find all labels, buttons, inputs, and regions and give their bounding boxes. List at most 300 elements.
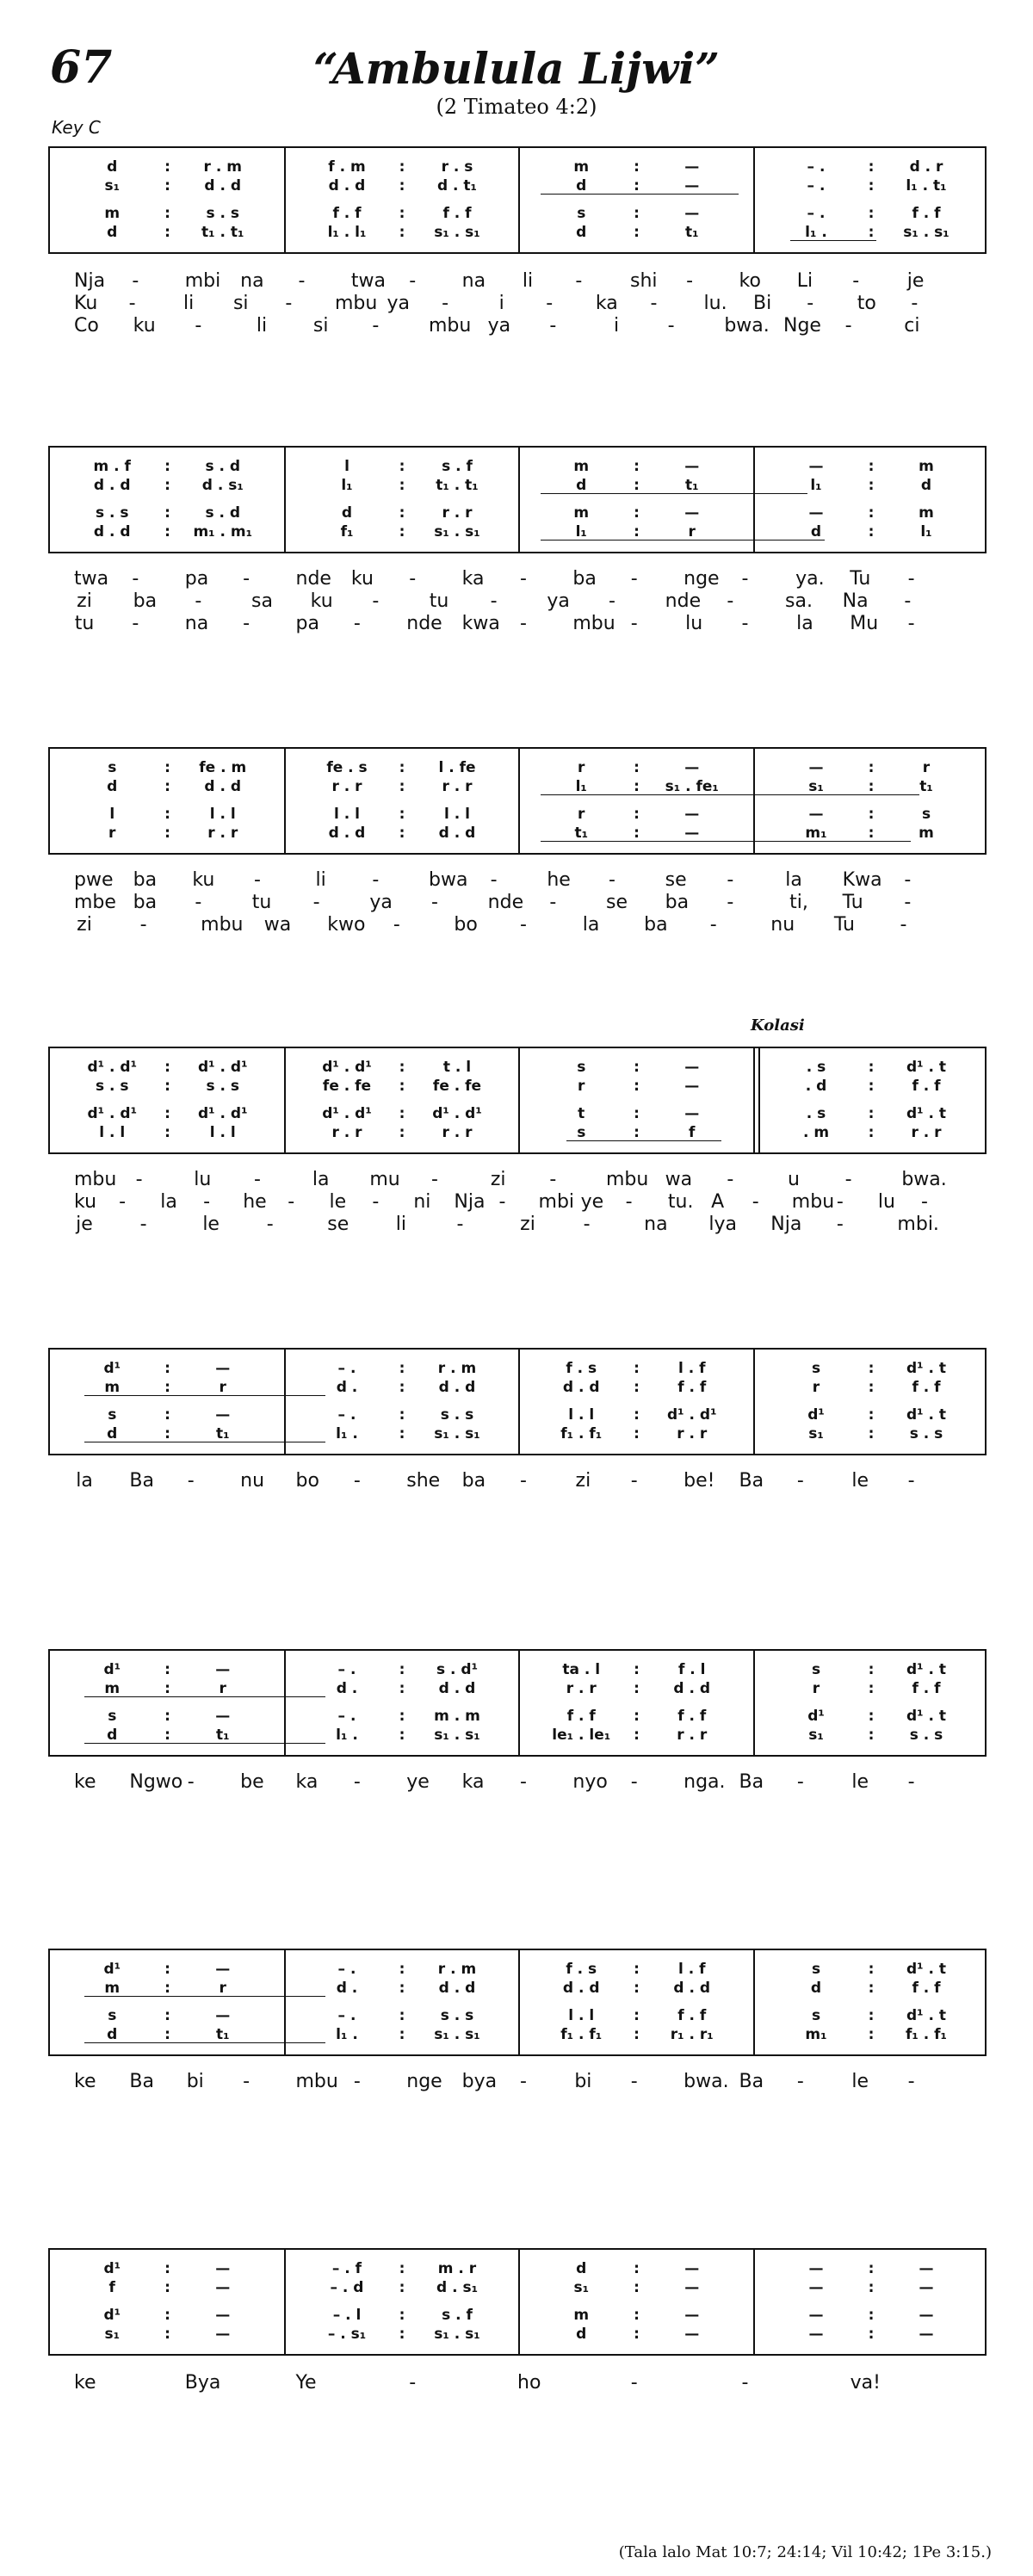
lyric-syllable: na [184, 613, 209, 634]
slur-line [84, 1395, 325, 1396]
beat-separator: : [164, 759, 170, 776]
beat-separator: : [164, 1059, 170, 1076]
lyric-line [48, 568, 987, 592]
beat-notes: r [812, 1379, 820, 1396]
beat-notes: f . f [442, 205, 472, 222]
lyric-syllable: si [312, 315, 329, 337]
beat-notes: r [578, 806, 585, 823]
lyric-syllable: Nge [783, 315, 821, 337]
lyric-syllable: A [711, 1191, 725, 1213]
slur-line [541, 194, 739, 195]
beat-notes: r . m [203, 158, 242, 176]
beat-notes: l . f [677, 1360, 706, 1377]
beat-notes: r . r [442, 778, 473, 795]
beat-notes: f . l [677, 1661, 706, 1678]
beat-notes: s₁ . s₁ [434, 2026, 480, 2043]
lyric-syllable: bo [295, 1470, 319, 1492]
lyric-line [48, 590, 987, 615]
beat-notes: d¹ . d¹ [432, 1105, 482, 1122]
beat-separator: : [399, 2307, 405, 2324]
beat-notes: d¹ . t [906, 1360, 947, 1377]
beat-notes: – . l [332, 2307, 362, 2324]
lyric-syllable: ci [904, 315, 920, 337]
beat-separator: : [164, 523, 170, 541]
lyric-syllable: le [329, 1191, 347, 1213]
beat-notes: d . d [93, 477, 131, 494]
lyric-hyphen: - [836, 1214, 844, 1235]
beat-notes: — [215, 1360, 231, 1377]
lyric-syllable: ba [461, 1470, 486, 1492]
beat-notes: — [684, 2279, 700, 2296]
lyric-hyphen: - [132, 568, 139, 590]
staff-system [48, 1348, 987, 1455]
lyric-hyphen: - [195, 590, 202, 612]
lyric-syllable: Ba [129, 1470, 154, 1492]
lyric-syllable: nde [487, 892, 524, 913]
lyric-syllable: lya [708, 1214, 738, 1235]
beat-notes: – . d [330, 2279, 364, 2296]
beat-notes: r . r [566, 1680, 597, 1697]
lyric-hyphen: - [203, 1191, 211, 1213]
beat-separator: : [634, 1661, 640, 1678]
lyric-hyphen: - [139, 914, 147, 936]
beat-notes: m [919, 504, 934, 522]
lyric-syllable: mbu [201, 914, 244, 936]
voice-row [50, 759, 985, 776]
lyric-hyphen: - [409, 270, 417, 292]
beat-separator: : [634, 778, 640, 795]
lyric-hyphen: - [546, 293, 554, 314]
lyric-syllable: mbu [791, 1191, 835, 1213]
beat-notes: f₁ [340, 523, 354, 541]
beat-separator: : [634, 2307, 640, 2324]
lyric-hyphen: - [372, 869, 380, 891]
beat-separator: : [868, 2026, 875, 2043]
beat-separator: : [634, 477, 640, 494]
beat-separator: : [634, 1105, 640, 1122]
lyric-hyphen: - [298, 270, 306, 292]
beat-notes: m [573, 458, 590, 475]
voice-row [50, 1078, 985, 1095]
beat-notes: r [219, 1680, 226, 1697]
lyric-hyphen: - [807, 293, 814, 314]
beat-notes: — [684, 177, 700, 195]
lyric-hyphen: - [456, 1214, 464, 1235]
lyric-syllable: ya [487, 315, 511, 337]
beat-notes: d [107, 2026, 118, 2043]
beat-separator: : [634, 759, 640, 776]
lyric-syllable: mbi [184, 270, 221, 292]
beat-notes: d . d [438, 1680, 476, 1697]
beat-separator: : [868, 458, 875, 475]
lyric-line [48, 315, 987, 339]
beat-separator: : [634, 806, 640, 823]
beat-notes: s₁ . s₁ [434, 1727, 480, 1744]
beat-notes: d [107, 1425, 118, 1442]
beat-notes: l . l [334, 806, 360, 823]
beat-notes: . s [806, 1059, 826, 1076]
beat-separator: : [164, 177, 170, 195]
voice-row [50, 2026, 985, 2043]
beat-separator: : [868, 1727, 875, 1744]
beat-notes: r . r [442, 504, 473, 522]
lyric-syllable: Na [842, 590, 869, 612]
beat-separator: : [868, 523, 875, 541]
beat-notes: — [215, 1708, 231, 1725]
lyric-syllable: ti, [789, 892, 808, 913]
lyric-syllable: tu. [667, 1191, 694, 1213]
beat-separator: : [868, 1059, 875, 1076]
beat-notes: fe . fe [432, 1078, 482, 1095]
beat-notes: m [919, 458, 934, 475]
lyric-syllable: she [406, 1470, 441, 1492]
beat-notes: t₁ [215, 1425, 230, 1442]
beat-notes: s . d¹ [436, 1661, 479, 1678]
beat-notes: — [215, 1406, 231, 1424]
beat-separator: : [164, 224, 170, 241]
chorus-marker: Kolasi [751, 1016, 805, 1035]
beat-separator: : [399, 1124, 405, 1141]
beat-separator: : [634, 2326, 640, 2343]
beat-separator: : [399, 1379, 405, 1396]
beat-separator: : [868, 759, 875, 776]
lyric-hyphen: - [520, 568, 527, 590]
lyric-syllable: bwa. [724, 315, 770, 337]
beat-separator: : [164, 1708, 170, 1725]
beat-notes: t₁ [215, 1727, 230, 1744]
beat-separator: : [634, 1708, 640, 1725]
lyric-syllable: li [183, 293, 195, 314]
beat-notes: fe . s [326, 759, 368, 776]
lyric-hyphen: - [288, 1191, 295, 1213]
beat-notes: r [578, 759, 585, 776]
lyric-hyphen: - [727, 1169, 734, 1190]
lyric-hyphen: - [630, 2071, 638, 2092]
lyric-syllable: si [232, 293, 249, 314]
lyric-syllable: mbu [572, 613, 615, 634]
lyric-syllable: ka [461, 568, 485, 590]
beat-notes: s₁ [808, 1425, 824, 1442]
voice-row [50, 1980, 985, 1997]
beat-separator: : [868, 504, 875, 522]
beat-separator: : [634, 1379, 640, 1396]
beat-notes: d [920, 477, 932, 494]
lyric-hyphen: - [630, 613, 638, 634]
beat-notes: s . d [205, 458, 241, 475]
lyric-syllable: bwa. [901, 1169, 947, 1190]
lyric-hyphen: - [520, 613, 527, 634]
voice-row [50, 2007, 985, 2024]
beat-notes: l₁ . [805, 224, 827, 241]
lyric-syllable: lu [194, 1169, 212, 1190]
beat-notes: s [108, 1708, 117, 1725]
staff-system [48, 1949, 987, 2056]
beat-separator: : [868, 177, 875, 195]
lyric-hyphen: - [625, 1191, 633, 1213]
beat-notes: r [812, 1680, 820, 1697]
lyric-syllable: mu [369, 1169, 400, 1190]
lyric-syllable: bo [454, 914, 478, 936]
beat-notes: f . f [912, 1680, 941, 1697]
beat-separator: : [868, 2260, 875, 2277]
beat-notes: f . s [566, 1961, 597, 1978]
beat-notes: d¹ . t [906, 1661, 947, 1678]
beat-notes: — [684, 1059, 700, 1076]
lyric-syllable: nde [295, 568, 331, 590]
beat-notes: — [215, 2279, 231, 2296]
beat-notes: — [919, 2279, 934, 2296]
beat-notes: d . d [438, 825, 476, 842]
beat-separator: : [399, 1961, 405, 1978]
lyric-hyphen: - [904, 869, 912, 891]
lyric-syllable: bi [574, 2071, 592, 2092]
beat-notes: f [108, 2279, 115, 2296]
beat-notes: f₁ . f₁ [560, 1425, 603, 1442]
lyric-syllable: bya [461, 2071, 498, 2092]
voice-row [50, 1680, 985, 1697]
beat-notes: fe . m [199, 759, 247, 776]
lyric-hyphen: - [904, 892, 912, 913]
lyric-hyphen: - [353, 1470, 361, 1492]
lyric-syllable: wa [665, 1169, 693, 1190]
voice-row [50, 2307, 985, 2324]
beat-separator: : [164, 1425, 170, 1442]
lyric-syllable: ya [547, 590, 570, 612]
voice-row [50, 477, 985, 494]
beat-separator: : [164, 504, 170, 522]
beat-notes: m [104, 1980, 121, 1997]
beat-notes: t₁ . t₁ [436, 477, 479, 494]
beat-notes: r [922, 759, 931, 776]
beat-separator: : [868, 224, 875, 241]
voice-row [50, 1406, 985, 1424]
lyric-syllable: li [522, 270, 534, 292]
beat-notes: – . f [331, 2260, 362, 2277]
beat-separator: : [868, 1961, 875, 1978]
beat-separator: : [164, 2026, 170, 2043]
beat-separator: : [634, 224, 640, 241]
lyric-syllable: nu [240, 1470, 265, 1492]
beat-notes: d [576, 2260, 587, 2277]
beat-notes: f . f [677, 1379, 707, 1396]
beat-separator: : [634, 2026, 640, 2043]
lyric-syllable: Li [796, 270, 813, 292]
beat-notes: r [219, 1379, 226, 1396]
lyric-line [48, 1470, 987, 1494]
lyric-hyphen: - [393, 914, 400, 936]
beat-separator: : [399, 2279, 405, 2296]
beat-notes: d [810, 523, 822, 541]
lyric-syllable: nga. [684, 1771, 726, 1793]
beat-separator: : [634, 1680, 640, 1697]
lyric-hyphen: - [741, 2372, 749, 2394]
lyric-hyphen: - [549, 892, 557, 913]
beat-notes: r . s [441, 158, 473, 176]
beat-separator: : [164, 2260, 170, 2277]
beat-notes: d [107, 224, 118, 241]
beat-notes: d . d [204, 177, 242, 195]
lyric-hyphen: - [549, 1169, 557, 1190]
lyric-hyphen: - [907, 2071, 915, 2092]
lyric-hyphen: - [372, 1191, 380, 1213]
lyric-syllable: li [256, 315, 268, 337]
beat-separator: : [634, 2007, 640, 2024]
beat-notes: s . s [95, 504, 129, 522]
beat-notes: d¹ [103, 1661, 121, 1678]
beat-notes: l₁ . t₁ [906, 177, 947, 195]
slur-line [541, 493, 807, 494]
beat-notes: s . s [206, 205, 240, 222]
beat-separator: : [399, 778, 405, 795]
beat-notes: s₁ [573, 2279, 590, 2296]
lyric-hyphen: - [266, 1214, 274, 1235]
lyric-syllable: la [582, 914, 600, 936]
lyric-syllable: ke [74, 2372, 96, 2394]
lyric-syllable: kwo [327, 914, 366, 936]
beat-separator: : [164, 1124, 170, 1141]
lyric-syllable: Ba [739, 1771, 764, 1793]
lyric-syllable: kwa [461, 613, 500, 634]
lyric-syllable: Nja [770, 1214, 802, 1235]
lyric-hyphen: - [907, 1771, 915, 1793]
lyric-hyphen: - [796, 1470, 804, 1492]
beat-separator: : [399, 2026, 405, 2043]
beat-separator: : [868, 778, 875, 795]
lyric-hyphen: - [686, 270, 694, 292]
beat-separator: : [399, 1980, 405, 1997]
beat-separator: : [868, 205, 875, 222]
beat-separator: : [164, 1105, 170, 1122]
slur-line [84, 1996, 325, 1997]
key-signature: Key C [52, 117, 101, 138]
beat-separator: : [164, 1360, 170, 1377]
beat-notes: s₁ . s₁ [434, 2326, 480, 2343]
lyric-syllable: tu [429, 590, 449, 612]
lyric-hyphen: - [431, 892, 438, 913]
beat-notes: d¹ [103, 2307, 121, 2324]
song-number: 67 [50, 41, 113, 94]
beat-notes: — [919, 2260, 934, 2277]
beat-notes: f . f [677, 2007, 707, 2024]
beat-notes: f . f [677, 1708, 707, 1725]
beat-separator: : [868, 1980, 875, 1997]
beat-notes: d¹ . t [906, 1708, 947, 1725]
beat-notes: f . f [912, 1379, 941, 1396]
beat-separator: : [399, 1680, 405, 1697]
beat-notes: — [684, 825, 700, 842]
beat-notes: m [104, 1680, 121, 1697]
beat-separator: : [399, 806, 405, 823]
beat-notes: l₁ . [336, 1727, 358, 1744]
beat-separator: : [399, 504, 405, 522]
lyric-syllable: zi [77, 590, 92, 612]
beat-notes: l₁ [575, 523, 587, 541]
beat-notes: t₁ [919, 778, 933, 795]
beat-separator: : [399, 1727, 405, 1744]
lyric-syllable: Ba [739, 2071, 764, 2092]
slur-line [566, 1140, 721, 1141]
lyric-hyphen: - [727, 892, 734, 913]
lyric-hyphen: - [752, 1191, 759, 1213]
beat-separator: : [868, 1708, 875, 1725]
beat-notes: — [684, 1105, 700, 1122]
lyric-syllable: ko [739, 270, 761, 292]
beat-notes: — [808, 504, 824, 522]
voice-row [50, 825, 985, 842]
lyric-syllable: he [547, 869, 571, 891]
beat-notes: d . d [328, 825, 366, 842]
beat-separator: : [164, 1379, 170, 1396]
beat-notes: t . l [442, 1059, 472, 1076]
lyric-syllable: la [785, 869, 802, 891]
beat-separator: : [868, 1078, 875, 1095]
beat-notes: m₁ [805, 825, 827, 842]
lyric-syllable: se [327, 1214, 349, 1235]
voice-row [50, 1105, 985, 1122]
lyric-syllable: le [851, 1771, 869, 1793]
beat-notes: d . d [204, 778, 242, 795]
lyric-hyphen: - [727, 869, 734, 891]
beat-notes: . s [806, 1105, 826, 1122]
beat-separator: : [164, 158, 170, 176]
beat-notes: l₁ . [336, 2026, 358, 2043]
slur-line [541, 540, 825, 541]
lyric-syllable: nde [406, 613, 442, 634]
beat-separator: : [164, 1980, 170, 1997]
beat-separator: : [399, 1425, 405, 1442]
beat-notes: l . l [209, 806, 236, 823]
lyric-syllable: ba [665, 892, 690, 913]
beat-notes: r [219, 1980, 226, 1997]
lyric-syllable: ya [369, 892, 393, 913]
beat-notes: d . d [328, 177, 366, 195]
beat-notes: – . [807, 158, 826, 176]
lyric-hyphen: - [844, 1169, 852, 1190]
lyric-hyphen: - [139, 1214, 147, 1235]
beat-notes: d¹ . d¹ [87, 1059, 138, 1076]
beat-notes: r . r [677, 1425, 708, 1442]
beat-notes: d¹ . d¹ [87, 1105, 138, 1122]
beat-separator: : [634, 158, 640, 176]
beat-separator: : [634, 458, 640, 475]
beat-notes: l . l [209, 1124, 236, 1141]
lyric-hyphen: - [353, 1771, 361, 1793]
beat-notes: d . d [562, 1379, 600, 1396]
beat-separator: : [164, 205, 170, 222]
footer-references: (Tala lalo Mat 10:7; 24:14; Vil 10:42; 1Pe 3:15.) [618, 2543, 992, 2561]
beat-notes: d¹ [807, 1708, 825, 1725]
beat-separator: : [868, 2307, 875, 2324]
beat-separator: : [634, 1406, 640, 1424]
lyric-syllable: je [906, 270, 925, 292]
lyric-syllable: na [644, 1214, 668, 1235]
beat-notes: r . m [437, 1961, 477, 1978]
voice-row [50, 1708, 985, 1725]
beat-separator: : [399, 2007, 405, 2024]
beat-notes: d [576, 477, 587, 494]
lyric-syllable: mbu [429, 315, 472, 337]
lyric-hyphen: - [609, 869, 615, 891]
voice-row [50, 778, 985, 795]
beat-separator: : [868, 1680, 875, 1697]
lyric-line [48, 1169, 987, 1193]
beat-notes: – . [337, 1961, 356, 1978]
lyric-hyphen: - [128, 293, 136, 314]
lyric-syllable: mbu [74, 1169, 117, 1190]
beat-separator: : [399, 825, 405, 842]
lyric-syllable: le [851, 2071, 869, 2092]
lyric-hyphen: - [904, 590, 912, 612]
